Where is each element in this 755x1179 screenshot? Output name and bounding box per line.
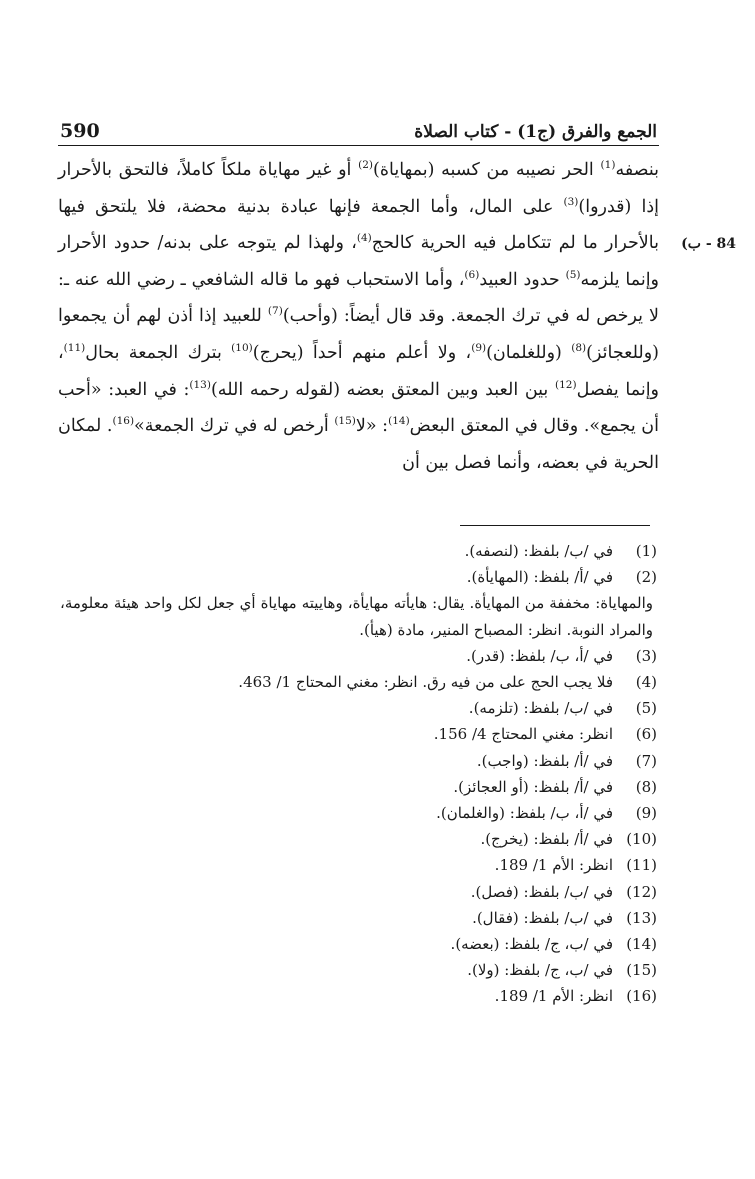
- text-run: أرخص له في ترك الجمعة»: [134, 416, 335, 437]
- page-number: 590: [60, 120, 100, 142]
- footnote-ref: (14): [388, 415, 410, 428]
- text-run: بين العبد وبين المعتق بعضه (لقوله رحمه الله): [210, 379, 555, 400]
- footnote-ref: (12): [554, 378, 577, 391]
- text-run: ، ولا أعلم منهم أحداً (يحرج): [252, 342, 472, 363]
- footnote-item: [60, 879, 657, 905]
- text-run: ، ولهذا لم يتوجه على بدنه/ حدود الأحرار وإنما يلزمه: [58, 233, 660, 290]
- footnote-text: في /ب، ج/ بلفظ: (ولا).: [467, 961, 613, 980]
- footnote-ref: (5): [565, 268, 581, 281]
- text-run: ، وإنما يفصل: [58, 342, 660, 400]
- footnote-number: (6): [635, 725, 657, 744]
- footnote-item: [60, 800, 657, 826]
- footnote-item: [60, 983, 657, 1009]
- footnote-number: (16): [626, 987, 657, 1006]
- manuscript-folio-note: 84 - ب): [681, 236, 736, 252]
- header-divider: [58, 145, 659, 146]
- text-run: : «لا: [355, 416, 389, 437]
- running-title: الجمع والفرق (ج1) - كتاب الصلاة: [414, 122, 657, 142]
- footnote-text: في /ب/ بلفظ: (لنصفه).: [464, 542, 613, 560]
- text-run: ، وأما الاستحباب فهو ما قاله الشافعي ـ رضي الله عنه ـ: لا يرخص له في ترك الجمعة. وقد قال أيضاً: (وأحب): [58, 269, 659, 327]
- footnote-ref: (11): [63, 342, 86, 355]
- footnote-ref: (2): [358, 159, 374, 172]
- footnote-item: [60, 826, 657, 852]
- footnote-number: (7): [635, 751, 657, 770]
- footnotes: [60, 538, 657, 1010]
- text-run: (وللغلمان): [486, 342, 572, 363]
- footnote-item: [60, 669, 657, 695]
- footnote-number: (8): [635, 777, 657, 796]
- text-run: بترك الجمعة بحال: [85, 342, 232, 363]
- footnote-ref: (1): [600, 159, 616, 172]
- text-run: أو غير مهاياة ملكاً كاملاً، فالتحق بالأحرار إذا (قدروا): [58, 160, 659, 217]
- footnote-number: (15): [626, 961, 657, 980]
- footnote-number: (9): [635, 804, 657, 823]
- footnote-item: [60, 643, 657, 669]
- body-paragraph: [58, 152, 659, 481]
- text-run: الحر نصيبه من كسبه (بمهاياة): [373, 160, 601, 180]
- footnote-item: [60, 721, 657, 747]
- footnote-text: في /أ/ بلفظ: (واجب).: [476, 751, 613, 770]
- footnote-number: (12): [626, 882, 657, 901]
- footnote-ref: (3): [563, 195, 579, 208]
- footnote-ref: (16): [112, 415, 135, 428]
- footnote-separator: [460, 525, 650, 526]
- footnote-item: [60, 774, 657, 800]
- footnote-number: (13): [626, 908, 657, 927]
- footnote-text: في /ب/ بلفظ: (تلزمه).: [468, 699, 613, 718]
- footnote-number: (10): [626, 830, 657, 849]
- footnote-item: [60, 564, 657, 590]
- text-run: بنصفه: [615, 160, 659, 180]
- footnote-ref: (10): [231, 342, 253, 355]
- text-run: . لمكان الحرية في بعضه، وأنما فصل بين أن: [58, 416, 659, 473]
- footnote-ref: (4): [356, 232, 372, 245]
- footnote-item: [60, 538, 657, 564]
- footnote-text: في /أ، ب/ بلفظ: (والغلمان).: [436, 804, 613, 823]
- footnote-ref: (6): [464, 268, 480, 281]
- main-text: [58, 152, 659, 481]
- footnote-ref: (13): [189, 378, 211, 391]
- footnote-text: في /ب/ بلفظ: (فقال).: [472, 908, 613, 927]
- text-run: حدود العبيد: [479, 269, 566, 290]
- footnote-text: في /أ، ب/ بلفظ: (قدر).: [466, 646, 613, 665]
- footnote-text: في /أ/ بلفظ: (يخرج).: [480, 830, 613, 849]
- footnote-text: في /ب، ج/ بلفظ: (بعضه).: [450, 935, 613, 954]
- footnote-item: [60, 905, 657, 931]
- footnote-number: (5): [635, 699, 657, 718]
- footnote-text: والمهاياة: مخففة من المهايأة. يقال: هايأته مهايأة، وهاييته مهاياة أي جعل لكل واحد هيئة معلومة، والمراد النوبة. انظر: المصباح المنير، مادة (هيأ).: [60, 594, 653, 639]
- footnote-gloss: [60, 590, 657, 642]
- footnote-number: (1): [635, 542, 657, 560]
- text-run: : في العبد: «أحب أن يجمع». وقال في المعتق البعض: [58, 379, 659, 437]
- footnote-item: [60, 852, 657, 878]
- footnote-text: انظر: الأم 1/ 189.: [494, 856, 613, 875]
- footnote-number: (11): [626, 856, 657, 875]
- footnote-item: [60, 695, 657, 721]
- footnote-ref: (8): [571, 342, 587, 355]
- footnote-item: [60, 748, 657, 774]
- footnote-number: (3): [635, 646, 657, 665]
- footnote-text: في /أ/ بلفظ: (أو العجائز).: [453, 777, 613, 796]
- footnote-text: في /أ/ بلفظ: (المهايأة).: [466, 568, 613, 587]
- footnote-text: انظر: مغني المحتاج 4/ 156.: [433, 725, 613, 744]
- page-header: [60, 112, 657, 142]
- footnote-number: (14): [626, 935, 657, 954]
- footnote-item: [60, 931, 657, 957]
- footnote-number: (4): [635, 673, 657, 692]
- footnote-text: في /ب/ بلفظ: (فصل).: [470, 882, 613, 901]
- footnote-text: فلا يجب الحج على من فيه رق. انظر: مغني المحتاج 1/ 463.: [238, 673, 613, 692]
- footnote-ref: (9): [471, 342, 487, 355]
- footnote-text: انظر: الأم 1/ 189.: [494, 987, 613, 1006]
- text-run: على المال، وأما الجمعة فإنها عبادة بدنية محضة، فلا يلتحق فيها بالأحرار ما لم تتكامل فيه الحرية كالحج: [58, 196, 659, 254]
- footnote-ref: (15): [334, 415, 356, 428]
- footnote-number: (2): [635, 568, 657, 587]
- footnote-item: [60, 957, 657, 983]
- footnote-ref: (7): [267, 305, 283, 318]
- text-run: للعبيد إذا أذن لهم أن يجمعوا (وللعجائز): [58, 306, 659, 363]
